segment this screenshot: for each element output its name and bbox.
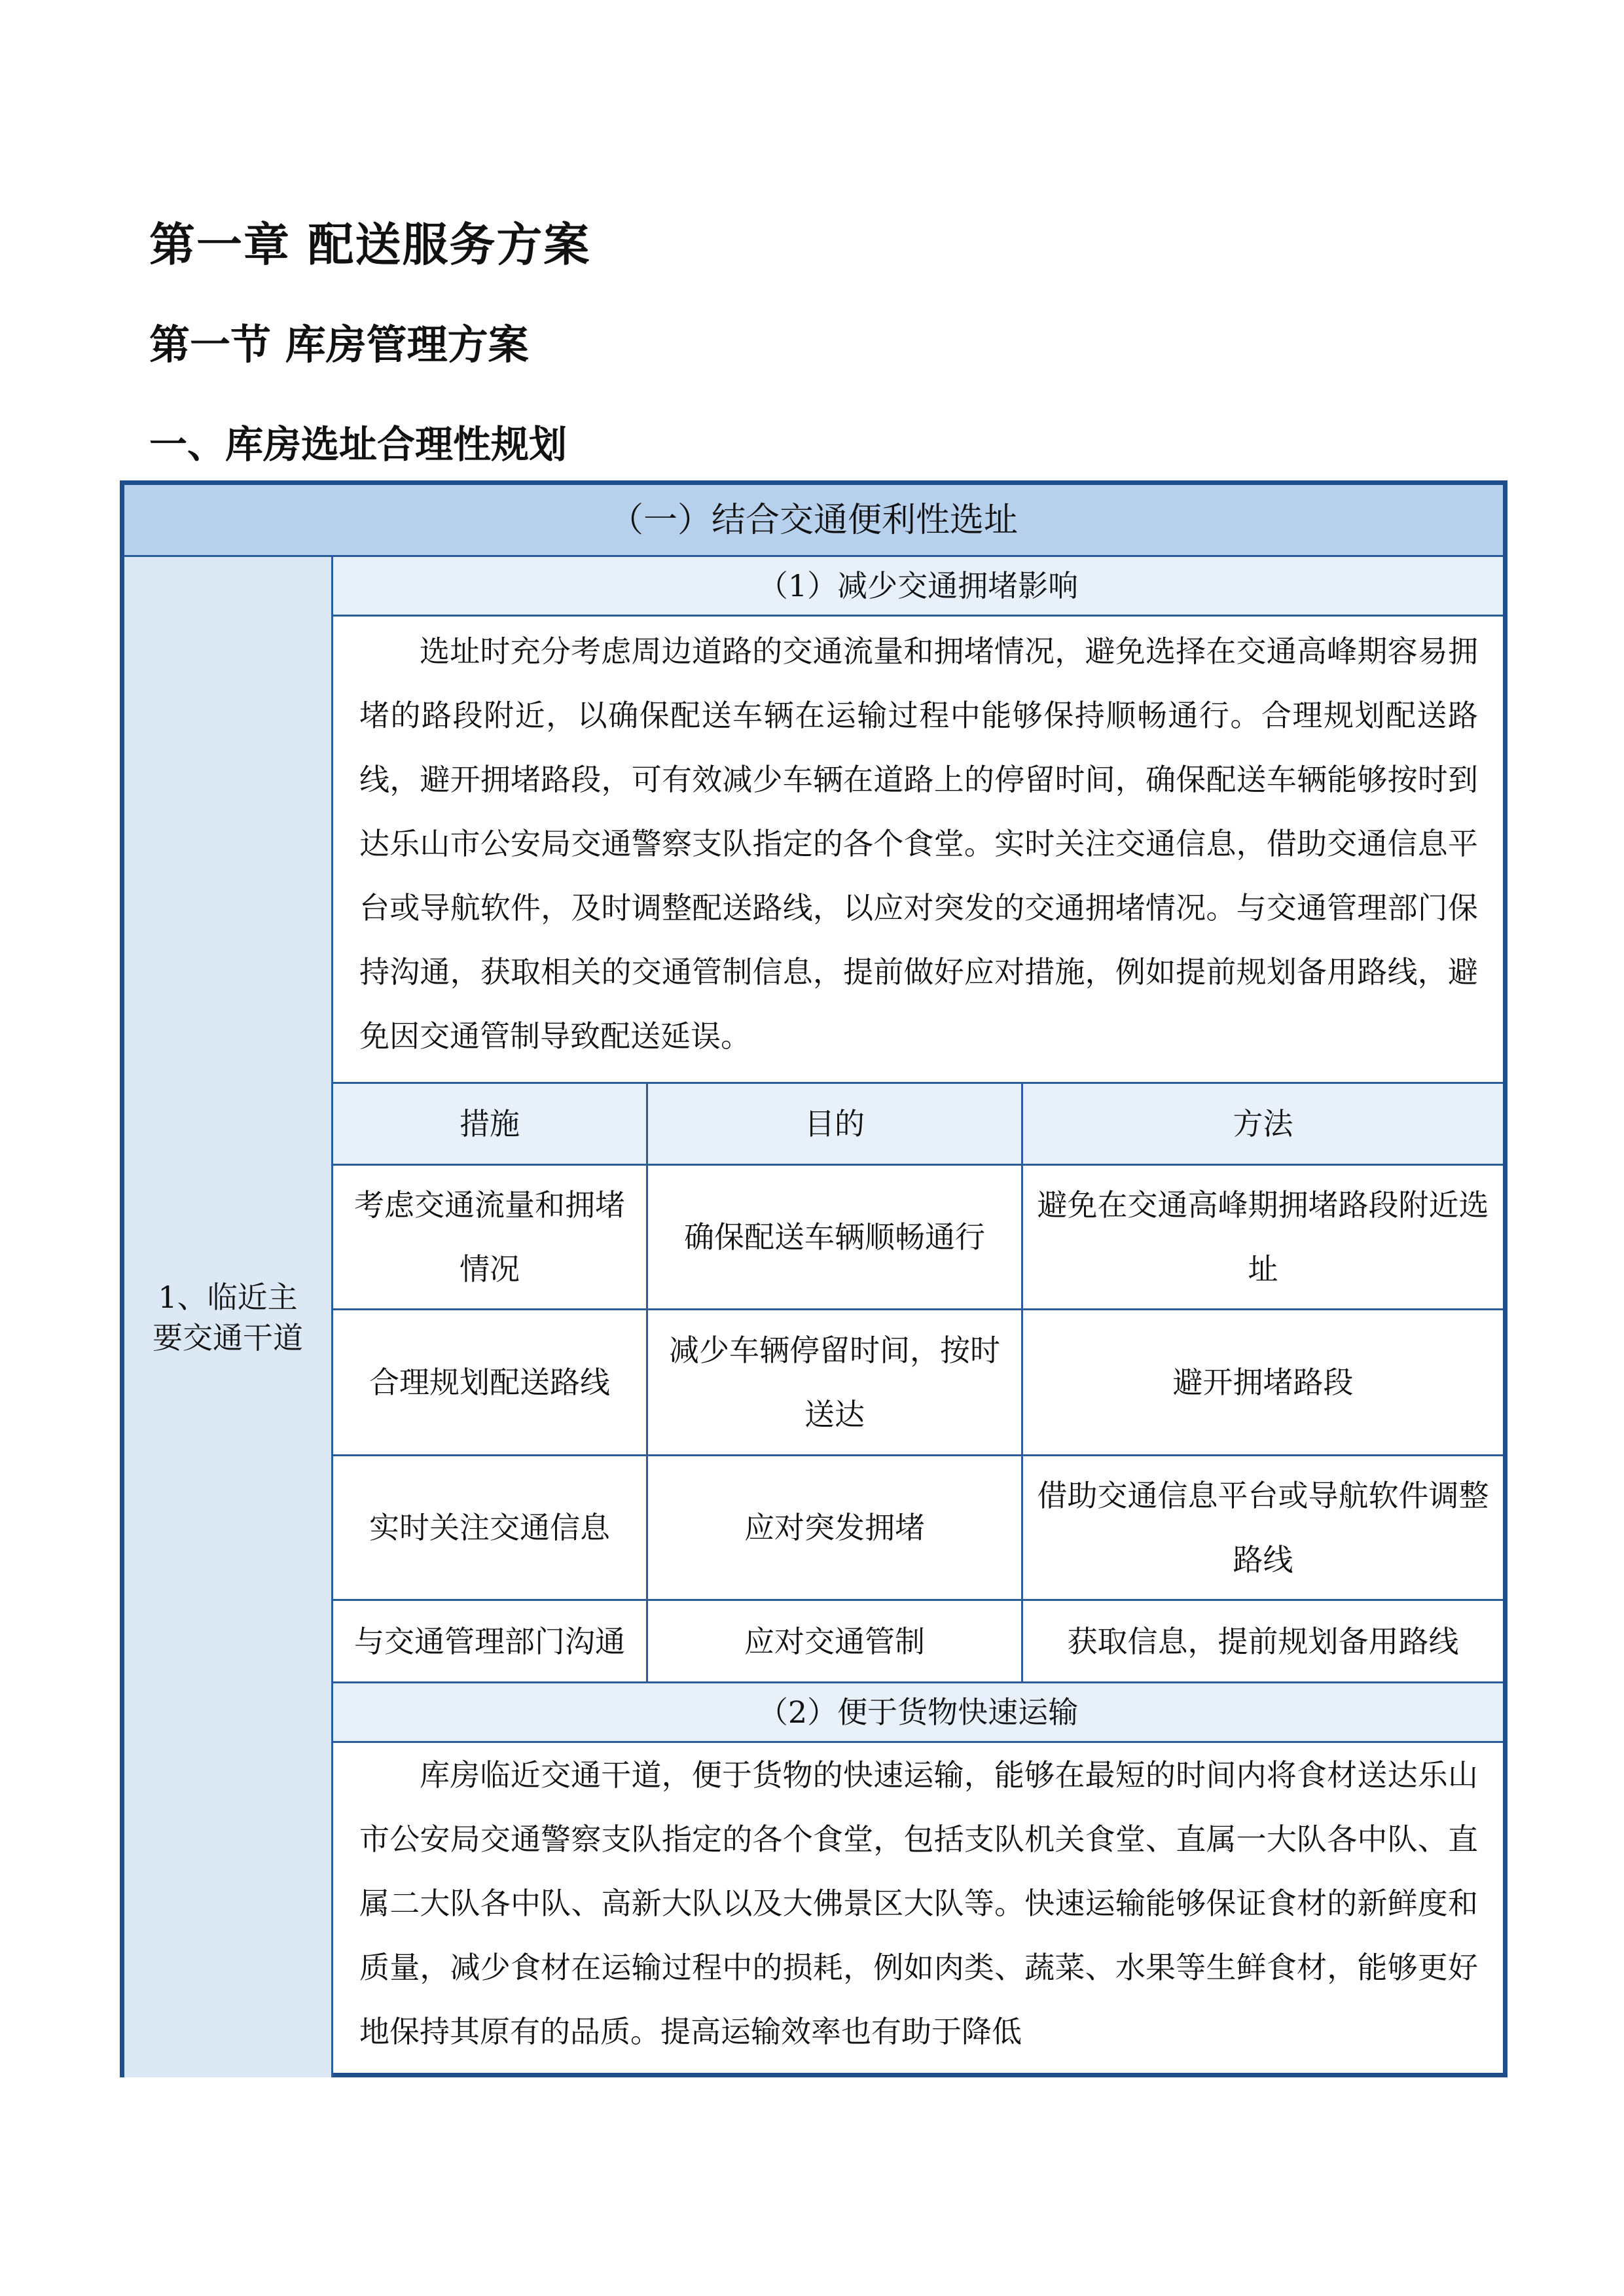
table-cell: 应对交通管制 <box>744 1623 925 1659</box>
grid-line <box>333 1599 1503 1601</box>
grid-line <box>333 1741 1503 1743</box>
grid-line <box>333 1164 1503 1166</box>
table-cell: 应对突发拥堵 <box>744 1510 925 1545</box>
table-cell: 减少车辆停留时间，按时送达 <box>669 1333 1000 1432</box>
grid-line <box>333 1082 1503 1084</box>
chapter-title: 第一章 配送服务方案 <box>149 218 591 272</box>
part2-paragraph: 库房临近交通干道，便于货物的快速运输，能够在最短的时间内将食材送达乐山市公安局交通警察支队指定的各个食堂，包括支队机关食堂、直属一大队各中队、直属二大队各中队、高新大队以及大佛景区大队等。快速运输能够保证食材的新鲜度和质量，减少食材在运输过程中的损耗，例如肉类、蔬菜、水果等生鲜食材，能够更好地保持其原有的品质。提高运输效率也有助于降低 <box>359 1757 1478 2049</box>
grid-line <box>333 1308 1503 1310</box>
table-cell: 与交通管理部门沟通 <box>354 1623 625 1659</box>
column-header-purpose: 目的 <box>648 1084 1021 1164</box>
part1-paragraph: 选址时充分考虑周边道路的交通流量和拥堵情况，避免选择在交通高峰期容易拥堵的路段附近，以确保配送车辆在运输过程中能够保持顺畅通行。合理规划配送路线，避开拥堵路段，可有效减少车辆在道路上的停留时间，确保配送车辆能够按时到达乐山市公安局交通警察支队指定的各个食堂。实时关注交通信息，借助交通信息平台或导航软件，及时调整配送路线，以应对突发的交通拥堵情况。与交通管理部门保持沟通，获取相关的交通管制信息，提前做好应对措施，例如提前规划备用路线，避免因交通管制导致配送延误。 <box>359 634 1478 1054</box>
table-cell: 合理规划配送路线 <box>369 1365 610 1400</box>
table-cell: 借助交通信息平台或导航软件调整路线 <box>1037 1478 1489 1577</box>
table-cell: 考虑交通流量和拥堵情况 <box>354 1187 625 1287</box>
left-label-cell <box>124 557 331 2077</box>
grid-line <box>646 1084 648 1681</box>
part1-title: （1）减少交通拥堵影响 <box>333 557 1503 615</box>
column-header-method: 方法 <box>1023 1084 1503 1164</box>
table-cell: 避开拥堵路段 <box>1172 1365 1354 1400</box>
left-label-text: 1、临近主要交通干道 <box>153 1279 303 1355</box>
table-cell: 确保配送车辆顺畅通行 <box>684 1219 985 1255</box>
section-title: 第一节 库房管理方案 <box>149 321 529 368</box>
subsection-title: 一、库房选址合理性规划 <box>149 422 568 467</box>
table-header: （一）结合交通便利性选址 <box>124 485 1503 555</box>
grid-line <box>333 1454 1503 1456</box>
table-cell: 获取信息，提前规划备用路线 <box>1067 1623 1459 1659</box>
grid-line <box>333 615 1503 617</box>
grid-line <box>1021 1084 1023 1681</box>
content-table <box>120 480 1507 2077</box>
table-cell: 避免在交通高峰期拥堵路段附近选址 <box>1037 1187 1489 1287</box>
column-header-measure: 措施 <box>333 1084 646 1164</box>
grid-line <box>333 1681 1503 1683</box>
table-cell: 实时关注交通信息 <box>369 1510 610 1545</box>
grid-line <box>331 557 333 2077</box>
part2-title: （2）便于货物快速运输 <box>333 1683 1503 1741</box>
